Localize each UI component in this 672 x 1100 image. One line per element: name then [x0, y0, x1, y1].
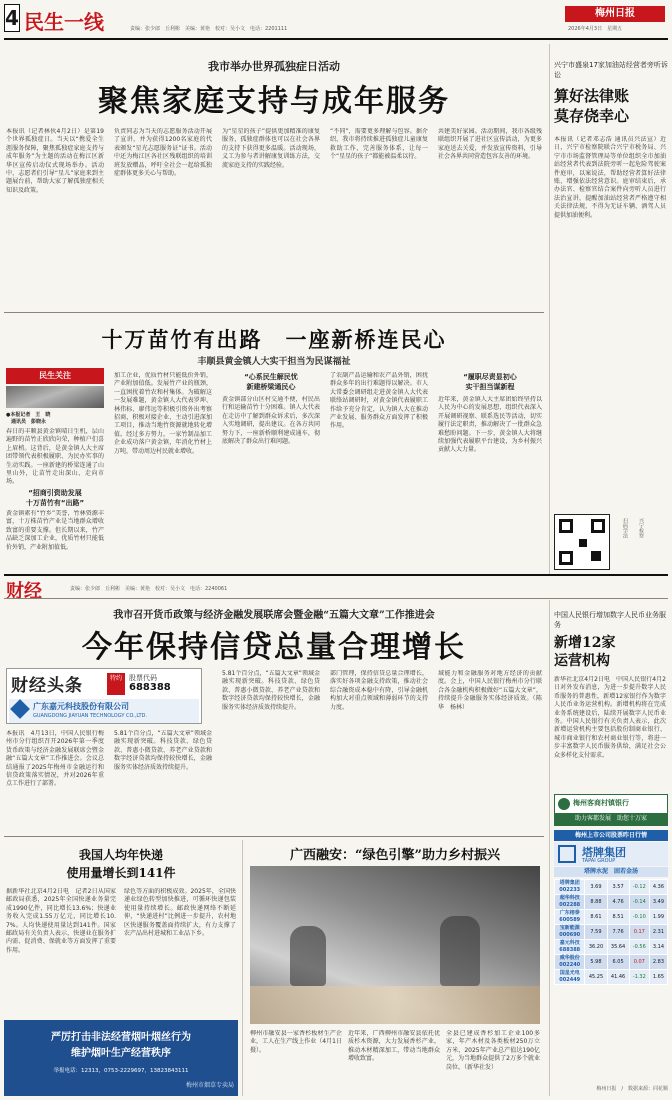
stock-brand: 塔牌集团 [582, 846, 626, 859]
bamboo-subhead-1: “招商引资助发展 十万苗竹有“出路” [25, 489, 85, 507]
company-name: 广东嘉元科技股份有限公司 [33, 702, 129, 711]
stock-table [554, 879, 668, 985]
stock-value-cell: 8.51 [607, 910, 629, 925]
stock-value-cell: 6.05 [607, 955, 629, 970]
finance-masthead [0, 574, 672, 600]
issue-date: 2026年4月3日 星期五 [568, 26, 623, 32]
bamboo-badge: 民生关注 [6, 368, 104, 384]
side-bank-headline-1: 新增12家 [554, 635, 616, 651]
stock-value-cell: 3.14 [649, 940, 667, 955]
editor-credits: 责编：张少郎 丘利彬 美编：黄艳 校对：吴小文 电话：2201111 [130, 26, 288, 32]
stock-name-cell: 宝新能源 000690 [555, 925, 585, 940]
stock-name-cell: 超华科技 002288 [555, 895, 585, 910]
side-bank-headline-2: 运营机构 [554, 653, 610, 669]
page-masthead [0, 0, 672, 44]
finance-col-1b: 5.81个百分点，“五篇大文章”领域金融实现新突破。科技贷款、绿色贷款、普惠小微贷款、养老产业贷款和数字经济贷款均保持较快增长，金融服务实体经济质效持续提升。 [114, 730, 212, 771]
bamboo-col-4: 了农副产品运输和农产品外销，困扰群众多年的出行难题得以解决。市人大常委会调研组走进黄金镇人大代表联络站调研时，对黄金镇代表履职工作给予充分肯定，认为镇人大在推动产业发展、服务群众方面发挥了积极作用。 [330, 372, 428, 430]
company-name-en: GUANGDONG JIAYUAN TECHNOLOGY CO.,LTD. [33, 713, 147, 719]
stock-value-cell: 8.88 [585, 895, 607, 910]
stock-value-cell: -0.14 [629, 895, 649, 910]
qr-code-icon[interactable] [554, 514, 610, 570]
express-col-2: 绿色等方面的积极成效。2025年，全国快递业绿色转型加快推进，可循环快递包装使用量持续增长。邮政快递网络不断延伸，“快递进村”比例进一步提升，农村地区快递服务覆盖面持续扩大，有力支撑了农产品出村进城和工业品下乡。 [124, 888, 236, 938]
stock-value-cell: 3.69 [585, 880, 607, 895]
stock-value-cell: -0.10 [629, 910, 649, 925]
tapai-logo-icon [558, 845, 576, 863]
side-bank-caption: 中国人民银行增加数字人民币业务服务 [554, 611, 666, 629]
page-number: 4 [5, 6, 19, 30]
notice-line-2: 维护烟叶生产经营秩序 [71, 1048, 171, 1059]
stock-row [555, 955, 668, 970]
stock-value-cell: -0.12 [629, 880, 649, 895]
top-story-col-4: “不同”，需要更多理解与包容。据介绍，我市将持续推进孤独症儿童康复救助工作，完善服务体系，让每一个“星星的孩子”都能被温柔以待。 [330, 128, 428, 161]
stock-slogan: 塔牌水泥 固若金汤 [554, 867, 668, 877]
bank-ad[interactable] [554, 794, 668, 826]
qr-sub-label: 兴宁检察 [638, 518, 644, 538]
top-story-col-5: 共建美好家园。活动期间，我市各级残联组织开展了进社区宣传活动，为更多家庭送去关爱，并发放宣传资料，引导社会各界共同营造包容友善的环境。 [438, 128, 542, 161]
bamboo-col-3: 黄金镇部分山区村交通不便，村民出行和运输苗竹十分困难。镇人大代表在走访中了解到群众诉求后，多次深入实地调研，提出建议。在各方共同努力下，一座新桥顺利建成通车，彻底解决了群众出行难问题。 [222, 396, 320, 446]
bank-tagline: 助力客都发展 助您十万家 [555, 813, 667, 825]
bamboo-badge-photo [6, 386, 104, 408]
stock-code-label: 股票代码 [129, 674, 157, 682]
express-col-1: 据新华社北京4月2日电 记者2日从国家邮政局获悉，2025年全国快递业务量完成1990亿件，同比增长13.6%；快递业务收入完成1.55万亿元，同比增长10.7%。人均快递使用量达到141件。国家邮政局有关负责人表示，快递业在服务扩内需、促消费、保就业等方面发挥了重要作用。 [6, 888, 116, 954]
stock-value-cell: 1.65 [649, 970, 667, 985]
side-law-headline-1: 算好法律账 [554, 87, 630, 105]
bamboo-col-2: 加工企业，优质竹材只能低价外销，产业附加值低。发展竹产业的瓶颈，一直困扰着竹农和村集体。为破解这一发展难题，黄金镇人大代表罗坤、林伟标、廖伟远等积极引资外出考察招商，积极对接企业，主动引进深加工项目，推动当地竹资源就地转化增值。经过多方努力，一家竹制品加工企业成功落户黄金镇，年消化竹材上万吨，带动周边村民就业增收。 [114, 372, 212, 455]
bamboo-subhead-3: “履职尽责显初心 实干担当谋新程 [463, 373, 517, 391]
stock-value-cell: 3.49 [649, 895, 667, 910]
top-story-kicker: 我市举办世界孤独症日活动 [208, 60, 340, 73]
side-story-law [554, 48, 668, 568]
guangxi-photo-caption: 柳州市融安县一家香杉板材生产企业，工人在生产线上作业（4月1日摄）。 [250, 1030, 342, 1054]
stock-value-cell: -0.56 [629, 940, 649, 955]
finance-banner [6, 668, 202, 724]
bamboo-headline: 十万苗竹有出路 一座新桥连民心 [101, 327, 447, 352]
stock-name-cell: 塔牌集团 002233 [555, 880, 585, 895]
stock-row [555, 895, 668, 910]
finance-col-1: 本报讯 4月13日，中国人民银行梅州市分行组织召开2026年第一季度货币政策与经济金融发展联席会暨金融“五篇大文章”工作推进会。会议总结通报了2025年梅州市金融运行和信贷政策落实情况，并对2026年重点工作进行了部署。 [6, 730, 104, 788]
stock-value-cell: 1.99 [649, 910, 667, 925]
bamboo-subhead-2: “心系民生解民忧 新建桥梁通民心 [244, 373, 298, 391]
guangxi-col-3: 全县已建成香杉加工企业100多家，年产木材及各类板材250万立方米，2025年产业总产值达190亿元，为当地群众提供了2万多个就业岗位。（新华社发） [446, 1030, 540, 1071]
finance-headline: 今年保持信贷总量合理增长 [82, 630, 466, 665]
stock-value-cell: 4.76 [607, 895, 629, 910]
finance-banner-badge: 特约 [107, 673, 125, 695]
stock-name-cell: 威华股份 002240 [555, 955, 585, 970]
finance-story [4, 602, 544, 832]
qr-label: 扫码学法 [622, 518, 628, 538]
guangxi-headline: 广西融安：“绿色引擎”助力乡村振兴 [290, 848, 500, 863]
bamboo-byline: ●本报记者 王 晓 通讯员 彭晓永 [6, 412, 51, 425]
stock-row [555, 880, 668, 895]
finance-col-2: 5.81个百分点，“五篇大文章”领域金融实现新突破。科技贷款、绿色贷款、普惠小微贷款、养老产业贷款和数字经济贷款均保持较快增长，金融服务实体经济质效持续提升。 [222, 670, 320, 711]
notice-phone[interactable]: 举报电话：12313，0753-2229697，13823843111 [53, 1068, 189, 1074]
finance-section-title: 财经 [6, 581, 42, 602]
side-story-bank [554, 604, 668, 790]
bamboo-story [4, 316, 544, 570]
bank-logo-icon [558, 798, 570, 810]
top-story-col-2: 负责同志为当天的志愿服务活动开展了宣讲，并为获得1200名家庭的代表颁发“星光志愿服务证”证书。活动中还为梅江区各社区残联组织的培训班发放赠品，呼吁全社会一起给孤独症群体更多关心与帮助。 [114, 128, 212, 178]
stock-value-cell: -1.32 [629, 970, 649, 985]
stock-value-cell: 7.59 [585, 925, 607, 940]
guangxi-story [246, 840, 544, 1096]
bamboo-col-5: 近年来，黄金镇人大主席团始终坚持以人民为中心的发展思想，组织代表深入开展调研视察、联系选民等活动，切实履行法定职责，推动解决了一批群众急难愁盼问题。下一步，黄金镇人大将继续加强代表履职平台建设，为乡村振兴贡献人大力量。 [438, 396, 542, 454]
stock-row [555, 925, 668, 940]
stock-value-cell: 7.76 [607, 925, 629, 940]
company-logo-icon [10, 699, 30, 719]
tobacco-notice [4, 1020, 238, 1096]
side-law-caption: 兴宁市盛泉17家加油站经营者旁听诉讼 [554, 61, 668, 79]
stock-value-cell: 45.25 [585, 970, 607, 985]
stock-table-title: 梅州上市公司股票昨日行情 [554, 830, 668, 841]
stock-name-cell: 国星光电 002449 [555, 970, 585, 985]
stock-table-panel [554, 830, 668, 1096]
stock-value-cell: 35.64 [607, 940, 629, 955]
finance-credits: 责编：张少郎 丘利彬 美编：黄艳 校对：吴小文 电话：2240061 [70, 586, 228, 592]
stock-value-cell: 2.83 [649, 955, 667, 970]
finance-kicker: 我市召开货币政策与经济金融发展联席会暨金融“五篇大文章”工作推进会 [113, 610, 435, 621]
stock-brand-en: TAPAI GROUP [582, 858, 616, 864]
stock-row [555, 970, 668, 985]
side-bank-body: 新华社北京4月2日电 中国人民银行4月2日对外发布消息，为进一步提升数字人民币服务的普惠性，新增12家银行作为数字人民币业务运营机构。新增机构将在完成业务系统建设后，陆续开展数字人民币业务。中国人民银行有关负责人表示，此次新增运营机构主要包括股份制商业银行、城市商业银行和农村商业银行等，将进一步丰富数字人民币服务供给，满足社会公众多样化支付需求。 [554, 676, 666, 759]
finance-banner-title: 财经头条 [11, 676, 83, 696]
paper-name: 梅州日报 [565, 6, 665, 22]
finance-col-3: 部门管理，保持信贷总量合理增长，落实好各项金融支持政策，推动社会综合融资成本稳中有降，引导金融机构加大对重点领域和薄弱环节的支持力度。 [330, 670, 428, 711]
side-law-headline-2: 莫存侥幸心 [554, 107, 630, 125]
stock-value-cell: 41.46 [607, 970, 629, 985]
bamboo-col-1: 春日的丰顺县黄金镇晴日生机，层山遍野的苗竹正欣欣向荣，种植户们喜上眉梢。这背后，是黄金镇人大主席团带领代表积极履职、为民办实事的生动实践。一座新建的桥梁连通了山里山外，让苗竹走出深山、走向市场。 [6, 428, 104, 486]
notice-line-1: 严厉打击非法经营烟叶烟丝行为 [51, 1032, 191, 1043]
top-story-col-1: 本报讯（记者林伙4月2日）是第19个世界孤独症日。当天以“携爱全生涯服务保障，聚焦孤独症家庭支持与成年服务”为主题的活动在梅江区新华区宣传启动仪式现场举办。活动中，志愿者们引导“星儿”家庭来到主题展台前，帮助大家了解孤独症相关知识及政策。 [6, 128, 104, 194]
stock-value-cell: 36.20 [585, 940, 607, 955]
stock-value-cell: 2.31 [649, 925, 667, 940]
top-story-headline: 聚焦家庭支持与成年服务 [98, 84, 450, 119]
top-story-col-3: 为“星星的孩子”提供更加精准的康复服务，孤独症群体也可以在社会各界的支持下获得更多温暖。活动现场，义工为参与者讲解康复训练方法，交流家庭支持的实践经验。 [222, 128, 320, 169]
stock-name-cell: 广东榕泰 600589 [555, 910, 585, 925]
side-law-body: 本报讯（记者邓志浩 通讯员兴法宣）近日，兴宁市检察院联合兴宁市税务局、兴宁市市场监督管理局等单位组织全市加油站经营者代表到法院旁听一起危险驾驶案件庭审，以案说法，帮助经营者算好法律账，增强依法经营意识。庭审结束后，承办法官、检察官结合案件向旁听人员进行法治宣讲，提醒加油站经营者严格遵守相关法律法规，不得为无证车辆、酒驾人员提供加油便利。 [554, 136, 666, 219]
express-headline-1: 我国人均年快递 [78, 848, 163, 862]
bank-name: 梅州客商村镇银行 [573, 799, 629, 807]
stock-code: 688388 [129, 682, 171, 693]
stock-note: 梅州日报 / 数据来源：同花顺 [596, 1086, 668, 1092]
guangxi-photo [250, 866, 540, 1024]
stock-value-cell: 3.57 [607, 880, 629, 895]
bamboo-subhead: 丰顺县黄金镇人大实干担当为民谋福祉 [197, 357, 351, 367]
notice-org: 梅州市烟草专卖局 [185, 1082, 234, 1089]
guangxi-col-2: 近年来，广西柳州市融安县依托优质杉木资源，大力发展香杉产业，推动木材精深加工，带动当地群众增收致富。 [348, 1030, 440, 1063]
stock-value-cell: 5.98 [585, 955, 607, 970]
bamboo-col-1b: 黄金镇素有“竹乡”美誉，竹林资源丰富，十万株苗竹产业是当地群众增收致富的重要支撑。但长期以来，竹产品缺乏深加工企业，优质竹材只能低价外销，产业附加值低。 [6, 510, 104, 551]
finance-col-4: 域能力和金融服务对地方经济的贡献度。会上，中国人民银行梅州市分行联合各金融机构积极做好“五篇大文章”，持续提升金融服务实体经济质效。（陈华 杨林） [438, 670, 542, 711]
section-title: 民生一线 [24, 10, 104, 34]
stock-row [555, 910, 668, 925]
stock-value-cell: 0.07 [629, 955, 649, 970]
stock-value-cell: 8.61 [585, 910, 607, 925]
stock-value-cell: 4.36 [649, 880, 667, 895]
express-story [4, 840, 238, 1016]
stock-name-cell: 嘉元科技 688388 [555, 940, 585, 955]
top-story [4, 48, 544, 308]
express-headline-2: 使用量增长到141件 [66, 866, 176, 880]
stock-row [555, 940, 668, 955]
stock-value-cell: 0.17 [629, 925, 649, 940]
